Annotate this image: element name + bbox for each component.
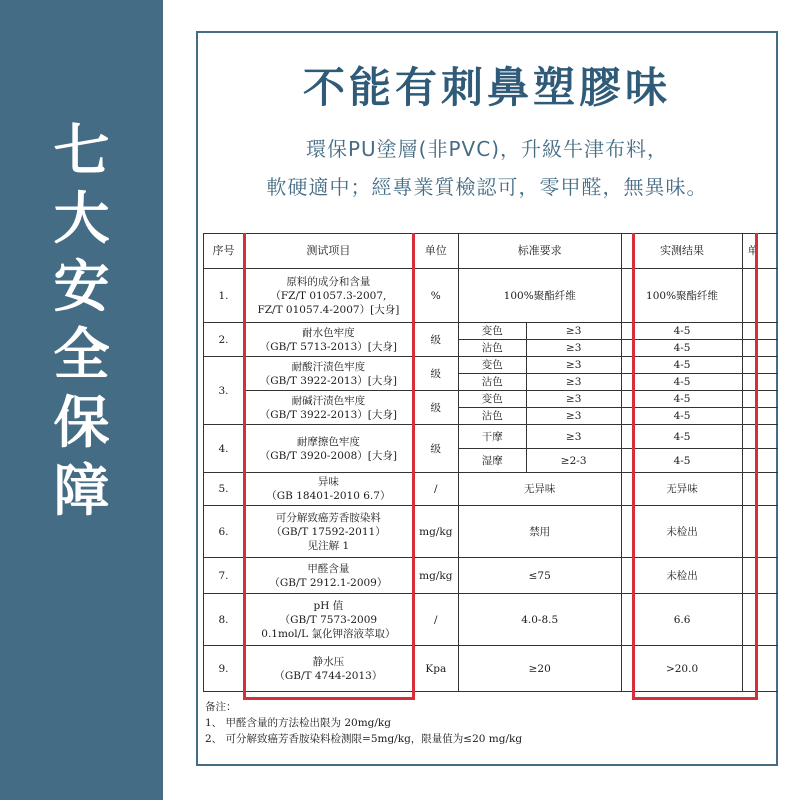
row-result: 4-5 bbox=[621, 374, 743, 391]
row-cut bbox=[743, 594, 778, 646]
row-result: 未检出 bbox=[621, 558, 743, 594]
item-line: 见注解 1 bbox=[307, 539, 350, 552]
table-header-row bbox=[204, 234, 779, 269]
sub-req: ≥3 bbox=[526, 340, 621, 357]
row-no: 9. bbox=[204, 646, 244, 692]
item-line: （GB 18401-2010 6.7） bbox=[266, 490, 391, 502]
header-standard: 标准要求 bbox=[458, 234, 621, 269]
subtitle-line: 軟硬適中；經專業質檢認可，零甲醛，無異味。 bbox=[266, 175, 708, 199]
row-cut bbox=[743, 473, 778, 506]
row-item bbox=[243, 594, 413, 646]
row-cut bbox=[743, 506, 778, 558]
item-line: （FZ/T 01057.3-2007, bbox=[270, 289, 387, 302]
note-line: 备注： bbox=[205, 701, 237, 713]
row-result: 4-5 bbox=[621, 391, 743, 408]
item-line: FZ/T 01057.4-2007）[大身] bbox=[257, 303, 400, 316]
row-cut bbox=[743, 558, 778, 594]
table-row bbox=[204, 425, 779, 449]
row-no: 5. bbox=[204, 473, 244, 506]
headline: 不能有刺鼻塑膠味 bbox=[302, 63, 671, 112]
row-item bbox=[243, 473, 413, 506]
table-row bbox=[204, 323, 779, 340]
note-line: 1、 甲醛含量的方法检出限为 20mg/kg bbox=[205, 717, 392, 729]
item-line: 异味 bbox=[317, 476, 339, 488]
row-standard: ≤75 bbox=[458, 558, 621, 594]
item-line: 0.1mol/L 氯化钾溶液萃取） bbox=[261, 627, 396, 640]
table-row bbox=[204, 269, 779, 323]
row-no: 6. bbox=[204, 506, 244, 558]
table-row bbox=[204, 646, 779, 692]
row-no: 1. bbox=[204, 269, 244, 323]
row-item bbox=[243, 506, 413, 558]
row-unit: 级 bbox=[413, 323, 458, 357]
row-item bbox=[243, 558, 413, 594]
row-standard: 100%聚酯纤维 bbox=[458, 269, 621, 323]
table-row bbox=[204, 391, 779, 408]
row-unit: % bbox=[413, 269, 458, 323]
item-line: 耐酸汗渍色牢度 bbox=[291, 360, 366, 373]
row-no: 4. bbox=[204, 425, 244, 473]
row-result: 无异味 bbox=[621, 473, 743, 506]
table-row bbox=[204, 506, 779, 558]
row-cut bbox=[743, 646, 778, 692]
side-title-char: 大 bbox=[53, 187, 110, 252]
table-row bbox=[204, 473, 779, 506]
item-line: 原料的成分和含量 bbox=[286, 275, 371, 288]
row-cut bbox=[743, 449, 778, 473]
row-result: 4-5 bbox=[621, 340, 743, 357]
header-no: 序号 bbox=[204, 234, 244, 269]
row-cut bbox=[743, 323, 778, 340]
table-row bbox=[204, 357, 779, 374]
item-line: （GB/T 4744-2013） bbox=[274, 669, 383, 682]
side-title-char: 全 bbox=[53, 323, 110, 388]
item-line: （GB/T 3920-2008）[大身] bbox=[259, 449, 397, 462]
row-unit: 级 bbox=[413, 357, 458, 391]
item-line: 静水压 bbox=[312, 655, 345, 668]
row-cut bbox=[743, 425, 778, 449]
row-standard: 4.0-8.5 bbox=[458, 594, 621, 646]
header-result: 实测结果 bbox=[621, 234, 743, 269]
item-line: 耐碱汗渍色牢度 bbox=[291, 394, 366, 407]
row-result: 4-5 bbox=[621, 323, 743, 340]
subtitle-line: 環保PU塗層(非PVC)，升級牛津布料， bbox=[305, 137, 668, 161]
sub-req: ≥3 bbox=[526, 323, 621, 340]
table-row bbox=[204, 558, 779, 594]
row-cut bbox=[743, 357, 778, 374]
item-line: （GB/T 3922-2013）[大身] bbox=[259, 374, 397, 387]
row-result: 4-5 bbox=[621, 357, 743, 374]
side-title-char: 安 bbox=[53, 255, 110, 320]
row-item bbox=[243, 425, 413, 473]
sub-label: 沾色 bbox=[458, 340, 526, 357]
item-line: 可分解致癌芳香胺染料 bbox=[275, 511, 381, 524]
row-result: 4-5 bbox=[621, 425, 743, 449]
row-unit: 级 bbox=[413, 391, 458, 425]
row-cut bbox=[743, 374, 778, 391]
row-cut bbox=[743, 408, 778, 425]
test-report bbox=[203, 233, 778, 753]
sub-req: ≥3 bbox=[526, 425, 621, 449]
row-item bbox=[243, 391, 413, 425]
item-line: （GB/T 7573-2009 bbox=[279, 613, 378, 626]
row-no: 8. bbox=[204, 594, 244, 646]
row-standard: ≥20 bbox=[458, 646, 621, 692]
row-no: 3. bbox=[204, 357, 244, 425]
item-line: 甲醛含量 bbox=[307, 562, 350, 575]
row-result: 4-5 bbox=[621, 408, 743, 425]
row-no: 2. bbox=[204, 323, 244, 357]
row-item bbox=[243, 646, 413, 692]
side-banner bbox=[0, 0, 163, 800]
header-unit: 单位 bbox=[413, 234, 458, 269]
item-line: 耐水色牢度 bbox=[302, 326, 355, 339]
row-no: 7. bbox=[204, 558, 244, 594]
item-line: 耐摩擦色牢度 bbox=[296, 435, 360, 448]
test-report-table bbox=[203, 233, 778, 692]
row-result: 4-5 bbox=[621, 449, 743, 473]
sub-label: 沾色 bbox=[458, 374, 526, 391]
sub-req: ≥3 bbox=[526, 357, 621, 374]
row-result: 未检出 bbox=[621, 506, 743, 558]
sub-req: ≥2-3 bbox=[526, 449, 621, 473]
row-standard: 无异味 bbox=[458, 473, 621, 506]
row-cut bbox=[743, 269, 778, 323]
header-cut: 单 bbox=[743, 234, 778, 269]
row-unit: Kpa bbox=[413, 646, 458, 692]
sub-req: ≥3 bbox=[526, 408, 621, 425]
row-standard: 禁用 bbox=[458, 506, 621, 558]
row-item bbox=[243, 269, 413, 323]
sub-label: 干摩 bbox=[458, 425, 526, 449]
row-cut bbox=[743, 391, 778, 408]
table-row bbox=[204, 594, 779, 646]
side-title-char: 保 bbox=[53, 391, 110, 456]
row-item bbox=[243, 357, 413, 391]
item-line: （GB/T 17592-2011） bbox=[271, 525, 386, 538]
sub-label: 变色 bbox=[458, 357, 526, 374]
note-line: 2、 可分解致癌芳香胺染料检测限=5mg/kg，限量值为≤20 mg/kg bbox=[205, 733, 523, 745]
row-result: 6.6 bbox=[621, 594, 743, 646]
item-line: pH 值 bbox=[313, 599, 344, 612]
sub-label: 湿摩 bbox=[458, 449, 526, 473]
row-result: 100%聚酯纤维 bbox=[621, 269, 743, 323]
row-unit: 级 bbox=[413, 425, 458, 473]
side-title bbox=[0, 118, 163, 526]
row-item bbox=[243, 323, 413, 357]
item-line: （GB/T 2912.1-2009） bbox=[269, 576, 388, 589]
sub-label: 沾色 bbox=[458, 408, 526, 425]
row-unit: / bbox=[413, 594, 458, 646]
notes bbox=[205, 699, 522, 747]
row-unit: / bbox=[413, 473, 458, 506]
item-line: （GB/T 5713-2013）[大身] bbox=[259, 340, 397, 353]
sub-label: 变色 bbox=[458, 391, 526, 408]
sub-label: 变色 bbox=[458, 323, 526, 340]
row-result: >20.0 bbox=[621, 646, 743, 692]
side-title-char: 七 bbox=[53, 119, 110, 184]
sub-req: ≥3 bbox=[526, 391, 621, 408]
row-cut bbox=[743, 340, 778, 357]
header-item: 测试项目 bbox=[243, 234, 413, 269]
sub-req: ≥3 bbox=[526, 374, 621, 391]
side-title-char: 障 bbox=[53, 459, 110, 524]
row-unit: mg/kg bbox=[413, 558, 458, 594]
row-unit: mg/kg bbox=[413, 506, 458, 558]
item-line: （GB/T 3922-2013）[大身] bbox=[259, 408, 397, 421]
